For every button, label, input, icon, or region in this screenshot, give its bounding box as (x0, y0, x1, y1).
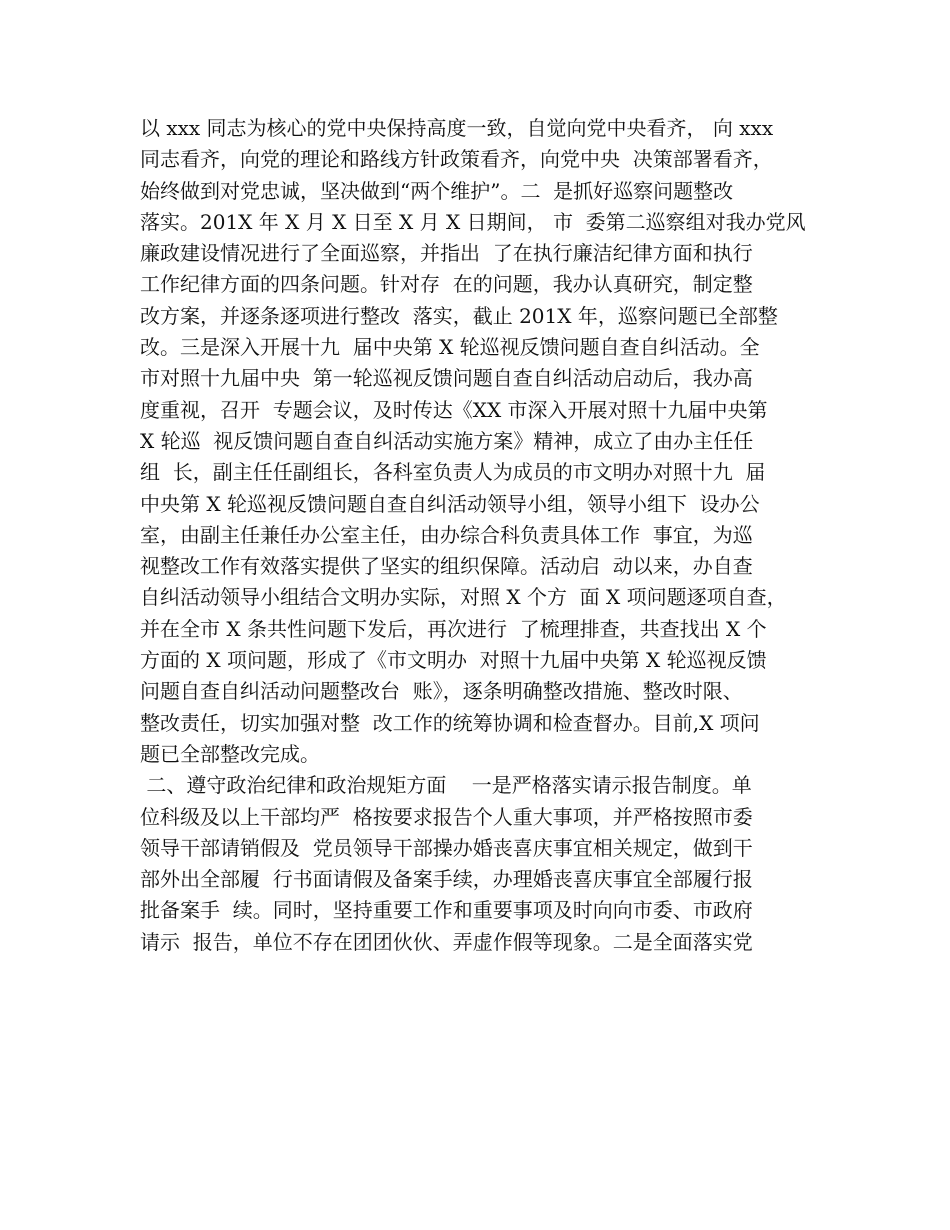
text-line: 批备案手 续。同时，坚持重要工作和重要事项及时向向市委、市政府 (140, 898, 753, 923)
section-heading-line: 二、遵守政治纪律和政治规矩方面 一是严格落实请示报告制度。单 (140, 773, 752, 798)
text-line: 改。三是深入开展十九 届中央第 X 轮巡视反馈问题自查自纠活动。全 (140, 335, 760, 360)
text-line: 改方案，并逐条逐项进行整改 落实，截止 201X 年，巡察问题已全部整 (140, 303, 778, 328)
text-line: 题已全部整改完成。 (140, 741, 320, 766)
text-line: 请示 报告，单位不存在团团伙伙、弄虚作假等现象。二是全面落实党 (140, 929, 753, 954)
text-line: 并在全市 X 条共性问题下发后，再次进行 了梳理排查，共查找出 X 个 (140, 616, 767, 641)
body-text (140, 113, 830, 958)
text-line: 落实。201X 年 X 月 X 日至 X 月 X 日期间， 市 委第二巡察组对我办党风 (140, 209, 806, 234)
text-line: 问题自查自纠活动问题整改台 账》，逐条明确整改措施、整改时限、 (140, 679, 743, 704)
text-line: 工作纪律方面的四条问题。针对存 在的问题，我办认真研究，制定整 (140, 272, 753, 297)
text-line: 位科级及以上干部均严 格按要求报告个人重大事项，并严格按照市委 (140, 804, 753, 829)
text-line: 廉政建设情况进行了全面巡察，并指出 了在执行廉洁纪律方面和执行 (140, 241, 753, 266)
text-line: 领导干部请销假及 党员领导干部操办婚丧喜庆事宜相关规定，做到干 (140, 835, 753, 860)
text-line: 方面的 X 项问题，形成了《市文明办 对照十九届中央第 X 轮巡视反馈 (140, 648, 767, 673)
text-line: 部外出全部履 行书面请假及备案手续，办理婚丧喜庆事宜全部履行报 (140, 867, 753, 892)
text-line: 同志看齐，向党的理论和路线方针政策看齐，向党中央 决策部署看齐， (140, 147, 773, 172)
text-line: 以 xxx 同志为核心的党中央保持高度一致，自觉向党中央看齐， 向 xxx (140, 116, 774, 140)
text-line: 中央第 X 轮巡视反馈问题自查自纠活动领导小组，领导小组下 设办公 (140, 491, 760, 516)
text-line: 自纠活动领导小组结合文明办实际，对照 X 个方 面 X 项问题逐项自查， (140, 585, 787, 610)
text-line: 市对照十九届中央 第一轮巡视反馈问题自查自纠活动启动后，我办高 (140, 366, 753, 391)
text-line: 始终做到对党忠诚，坚决做到“两个维护”。二 是抓好巡察问题整改 (140, 178, 734, 203)
text-line: 组 长，副主任任副组长，各科室负责人为成员的市文明办对照十九 届 (140, 460, 766, 485)
text-line: X 轮巡 视反馈问题自查自纠活动实施方案》精神，成立了由办主任任 (140, 428, 754, 453)
text-line: 度重视，召开 专题会议，及时传达《XX 市深入开展对照十九届中央第 (140, 397, 768, 422)
text-line: 视整改工作有效落实提供了坚实的组织保障。活动启 动以来，办自查 (140, 554, 753, 579)
text-line: 整改责任，切实加强对整 改工作的统筹协调和检查督办。目前,X 项问 (140, 710, 760, 735)
text-line: 室，由副主任兼任办公室主任，由办综合科负责具体工作 事宜，为巡 (140, 522, 753, 547)
